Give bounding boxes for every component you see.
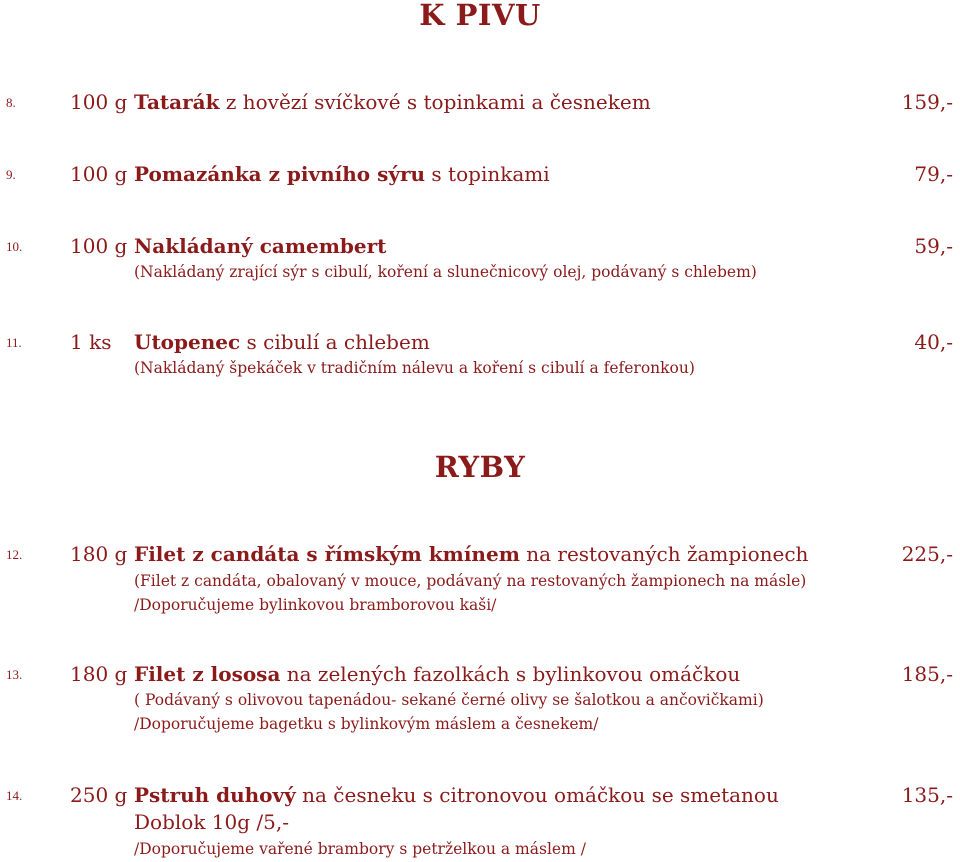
item-name-bold: Filet z lososa <box>134 662 281 686</box>
item-name-rest: na česneku s citronovou omáčkou se smetanou <box>295 783 779 807</box>
item-name <box>134 234 386 258</box>
item-name <box>134 783 779 807</box>
item-price: 40,- <box>914 330 953 354</box>
item-name-bold: Tatarák <box>134 90 220 114</box>
item-number: 13. <box>6 667 23 682</box>
item-number: 14. <box>6 788 23 803</box>
item-name-rest: s cibulí a chlebem <box>240 330 430 354</box>
item-price: 135,- <box>901 783 953 807</box>
item-name-bold: Nakládaný camembert <box>134 234 387 258</box>
item-description: (Nakládaný zrající sýr s cibulí, koření a slunečnicový olej, podávaný s chlebem) <box>134 263 757 281</box>
item-price: 185,- <box>901 662 953 686</box>
item-number: 9. <box>6 167 16 182</box>
section-heading-ryby: RYBY <box>434 450 526 484</box>
item-number: 10. <box>6 239 23 254</box>
item-quantity: 180 g <box>70 662 128 686</box>
item-name-rest: s topinkami <box>425 162 550 186</box>
item-number: 11. <box>6 335 22 350</box>
item-number: 8. <box>6 95 16 110</box>
item-description: ( Podávaný s olivovou tapenádou- sekané černé olivy se šalotkou a ančovičkami) <box>134 691 764 709</box>
item-quantity: 1 ks <box>70 330 112 354</box>
item-price: 79,- <box>914 162 953 186</box>
item-recommendation: /Doporučujeme bagetku s bylinkovým máslem a česnekem/ <box>134 715 599 733</box>
item-price: 225,- <box>901 542 953 566</box>
section-heading-k-pivu: K PIVU <box>419 0 541 32</box>
item-quantity: 250 g <box>70 783 128 807</box>
item-description: (Nakládaný špekáček v tradičním nálevu a koření s cibulí a feferonkou) <box>134 359 695 377</box>
item-quantity: 100 g <box>70 234 128 258</box>
item-quantity: 100 g <box>70 162 128 186</box>
item-name-bold: Pstruh duhový <box>134 783 296 807</box>
item-name <box>134 90 651 114</box>
item-name-bold: Filet z candáta s římským kmínem <box>134 542 520 566</box>
item-recommendation: /Doporučujeme bylinkovou bramborovou kaši/ <box>134 596 497 614</box>
item-name <box>134 162 550 186</box>
item-recommendation: /Doporučujeme vařené brambory s petrželkou a máslem / <box>134 840 586 858</box>
item-description: (Filet z candáta, obalovaný v mouce, podávaný na restovaných žampionech na másle) <box>134 572 807 590</box>
item-name-bold: Pomazánka z pivního sýru <box>134 162 426 186</box>
item-quantity: 100 g <box>70 90 128 114</box>
item-name-rest: na zelených fazolkách s bylinkovou omáčkou <box>280 662 741 686</box>
item-name <box>134 330 430 354</box>
item-name-bold: Utopenec <box>134 330 241 354</box>
item-quantity: 180 g <box>70 542 128 566</box>
item-price: 159,- <box>901 90 953 114</box>
item-extra-option: Doblok 10g /5,- <box>134 810 289 834</box>
item-price: 59,- <box>914 234 953 258</box>
item-name-rest: z hovězí svíčkové s topinkami a česnekem <box>219 90 651 114</box>
item-number: 12. <box>6 547 23 562</box>
item-name <box>134 542 808 566</box>
item-name-rest: na restovaných žampionech <box>519 542 809 566</box>
item-name <box>134 662 740 686</box>
